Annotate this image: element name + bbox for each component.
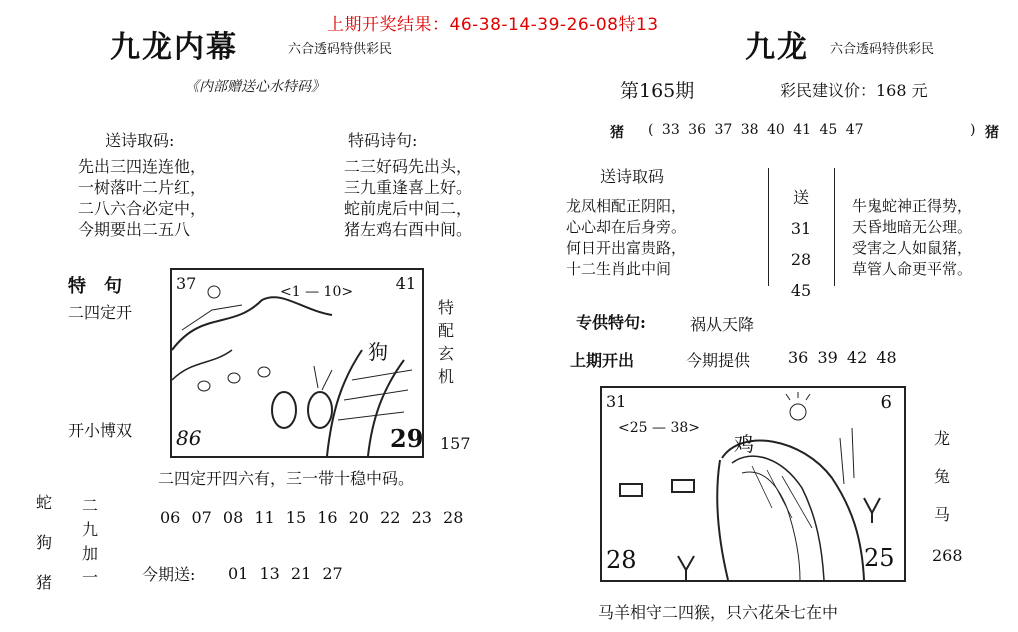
pic-number-31: 31	[606, 392, 627, 411]
today-label: 今期送:	[142, 565, 196, 584]
left-tagline: 《内部赠送心水特码》	[185, 79, 325, 95]
pig-close: )	[970, 122, 976, 138]
cliff-drawing	[602, 388, 904, 580]
today-numbers: 01 13 21 27	[228, 564, 343, 583]
divider-left	[768, 168, 769, 286]
poem-line: 一树落叶二片红，	[78, 178, 207, 197]
right-poem-2	[852, 196, 972, 280]
send-number: 28	[790, 250, 812, 269]
pic-number-37: 37	[176, 274, 197, 293]
pic-number-25: 25	[864, 544, 895, 572]
left-poem	[78, 156, 206, 240]
right-subtitle: 六合透码特供彩民	[830, 42, 935, 57]
right-picture	[600, 386, 906, 582]
char: 加	[82, 544, 99, 563]
poem-line: 今期要出二五八	[78, 220, 191, 239]
left-picture	[170, 268, 424, 458]
teju-value: 二四定开	[68, 303, 133, 322]
side-zodiac-dragon: 龙	[934, 429, 951, 448]
kaixiao: 开小博双	[68, 421, 133, 440]
poem-line: 猪左鸡右酉中间。	[344, 220, 473, 239]
special-poem-title: 特码诗句:	[348, 131, 418, 150]
pic-animal-chicken: 鸡	[734, 432, 754, 456]
right-title: 九龙	[745, 30, 809, 65]
pic-animal-dog: 狗	[368, 340, 388, 364]
poem-line: 天昏地暗无公理。	[852, 218, 973, 236]
pic-range: <25 — 38>	[618, 420, 700, 436]
left-subtitle: 六合透码特供彩民	[288, 42, 393, 57]
right-poem-title: 送诗取码	[600, 167, 665, 186]
pic-range: <1 — 10>	[280, 284, 354, 300]
poem-line: 心心却在后身旁。	[566, 218, 687, 236]
special-value: 祸从天降	[690, 315, 755, 334]
poem-line: 先出三四连连他，	[78, 157, 207, 176]
pic-number-41: 41	[395, 274, 416, 293]
number-list: 06 07 08 11 15 16 20 22 23 28	[160, 508, 464, 527]
send-label: 送	[792, 188, 809, 207]
pic-number-29: 29	[390, 424, 424, 453]
zodiac-dog: 狗	[36, 533, 53, 552]
special-poem	[344, 156, 472, 240]
pic-number-28: 28	[606, 546, 637, 574]
poem-line: 二三好码先出头，	[344, 157, 473, 176]
send-number: 31	[790, 219, 812, 238]
side-number: 157	[440, 434, 471, 453]
poem-line: 牛鬼蛇神正得势，	[852, 197, 973, 215]
zodiac-pig: 猪	[36, 573, 53, 592]
left-poem-title: 送诗取码:	[105, 131, 175, 150]
suggested-price: 彩民建议价：168 元	[780, 81, 928, 100]
side-vertical-text: 特配玄机	[438, 298, 455, 386]
today-provide-label: 今期提供	[686, 351, 751, 370]
poem-line: 龙凤相配正阴阳，	[566, 197, 687, 215]
special-label: 专供特句:	[576, 313, 646, 332]
poem-line: 二八六合必定中，	[78, 199, 207, 218]
char: 二	[82, 496, 99, 515]
pig-numbers: ( 33 36 37 38 40 41 45 47	[648, 122, 864, 138]
provide-numbers: 36 39 42 48	[788, 348, 897, 367]
poem-line: 何日开出富贵路，	[566, 239, 687, 257]
last-result: 上期开奖结果：46-38-14-39-26-08特13	[327, 15, 659, 35]
poem-line: 草管人命更平常。	[852, 260, 973, 278]
pig-label-left: 猪	[610, 125, 624, 141]
side-number-268: 268	[932, 546, 963, 565]
side-zodiac-rabbit: 兔	[934, 467, 951, 486]
poem-line: 三九重逢喜上好。	[344, 178, 473, 197]
zodiac-snake: 蛇	[36, 493, 53, 512]
pig-label-right: 猪	[985, 125, 999, 141]
summary-line: 二四定开四六有，三一带十稳中码。	[158, 469, 415, 488]
teju-label: 特 句	[68, 276, 122, 297]
poem-line: 十二生肖此中间	[566, 260, 672, 278]
side-zodiac-horse: 马	[934, 505, 951, 524]
last-open-label: 上期开出	[570, 351, 635, 370]
char: 九	[82, 520, 99, 539]
poem-line: 受害之人如鼠猪，	[852, 239, 973, 257]
send-column	[788, 182, 814, 306]
right-poem	[566, 196, 686, 280]
bottom-line: 马羊相守二四猴，只六花朵七在中	[598, 603, 839, 622]
pic-number-6: 6	[880, 392, 892, 413]
divider-right	[834, 168, 835, 286]
char: 一	[82, 568, 99, 587]
send-number: 45	[790, 281, 812, 300]
issue-number: 第165期	[620, 80, 695, 102]
er-jiu-jia-yi	[82, 494, 102, 590]
left-title: 九龙内幕	[110, 30, 238, 65]
pic-number-86: 86	[176, 426, 202, 450]
poem-line: 蛇前虎后中间二，	[344, 199, 473, 218]
